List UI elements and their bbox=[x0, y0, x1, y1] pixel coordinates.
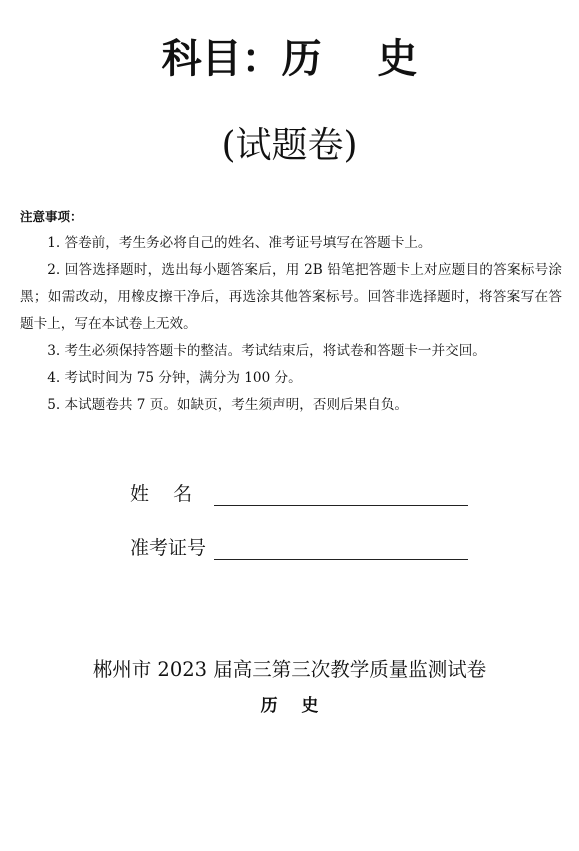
exam-id-field bbox=[130, 536, 468, 560]
notice-item-2: 2. 回答选择题时，选出每小题答案后，用 2B 铅笔把答题卡上对应题目的答案标号涂黑；如需改动，用橡皮擦干净后，再选涂其他答案标号。回答非选择题时，将答案写在答题卡上，写在本试卷上无效。 bbox=[20, 262, 562, 332]
notice-item-1: 1. 答卷前，考生务必将自己的姓名、准考证号填写在答题卡上。 bbox=[47, 235, 432, 251]
exam-subject: 历 史 bbox=[260, 696, 319, 716]
subject-title: 科目：历 史 bbox=[161, 36, 418, 82]
exam-title: 郴州市 2023 届高三第三次教学质量监测试卷 bbox=[92, 658, 487, 681]
notice-item-4: 4. 考试时间为 75 分钟，满分为 100 分。 bbox=[47, 370, 302, 386]
name-label: 姓 名 bbox=[130, 483, 193, 505]
name-blank-line bbox=[214, 486, 468, 506]
exam-id-label: 准考证号 bbox=[130, 537, 207, 559]
paper-type-label: (试题卷) bbox=[221, 125, 358, 166]
name-field bbox=[130, 482, 468, 506]
exam-id-blank-line bbox=[214, 540, 468, 560]
notice-item-3: 3. 考生必须保持答题卡的整洁。考试结束后，将试卷和答题卡一并交回。 bbox=[47, 343, 486, 359]
notice-item-5: 5. 本试题卷共 7 页。如缺页，考生须声明，否则后果自负。 bbox=[47, 397, 409, 413]
notice-section bbox=[20, 203, 562, 419]
notice-heading: 注意事项： bbox=[20, 209, 83, 224]
